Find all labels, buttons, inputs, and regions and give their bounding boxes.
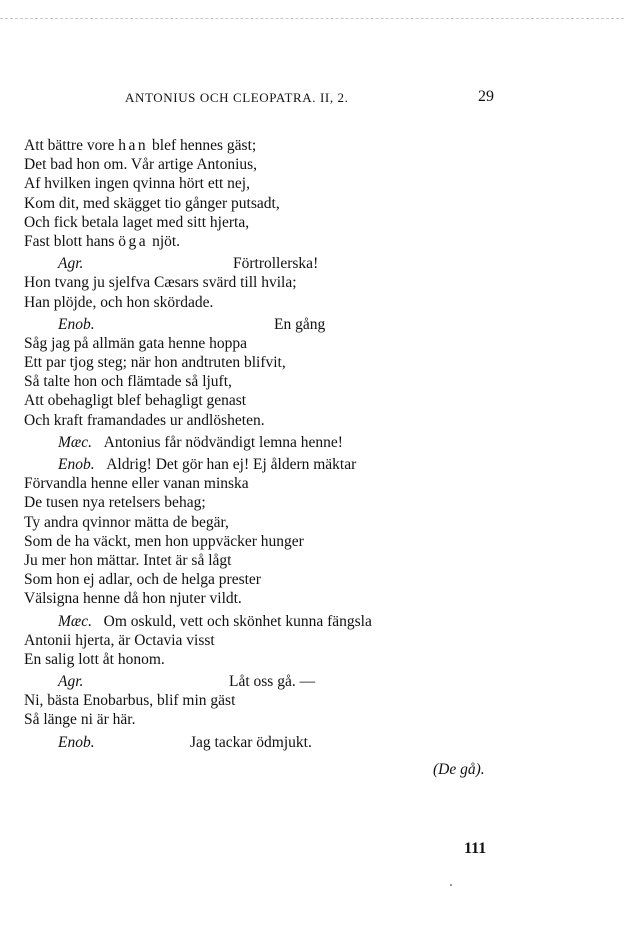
speech-line <box>24 455 544 474</box>
print-speck <box>450 884 452 886</box>
verse-line <box>24 232 544 251</box>
speech-line <box>24 672 544 691</box>
speaker-name: Mæc. <box>58 433 93 451</box>
speech-text <box>58 612 372 631</box>
verse-line: Det bad hon om. Vår artige Antonius, <box>24 156 258 174</box>
verse-text: Låt oss gå. — <box>229 673 316 691</box>
verse-line: Och kraft framandades ur andlösheten. <box>24 411 265 429</box>
verse-text: Att bättre vore <box>24 137 119 154</box>
speaker-name: Enob. <box>58 456 95 473</box>
verse-line: Såg jag på allmän gata henne hoppa <box>24 334 247 352</box>
speech-text <box>58 455 356 474</box>
page-header <box>0 90 624 110</box>
verse-line: Ett par tjog steg; när hon andtruten blifvit, <box>24 354 286 372</box>
emphasized-word: öga <box>118 232 149 250</box>
verse-line: Välsigna henne då hon njuter vildt. <box>24 590 242 608</box>
verse-text: Fast blott hans <box>24 232 119 250</box>
verse-line: Kom dit, med skägget tio gånger putsadt, <box>24 194 280 212</box>
stage-direction: (De gå). <box>433 761 485 778</box>
verse-text: Förtrollerska! <box>233 255 319 273</box>
verse-line: Han plöjde, och hon skördade. <box>24 293 214 311</box>
verse-line <box>24 136 544 155</box>
speaker-name: Mæc. <box>58 612 93 630</box>
verse-line: De tusen nya retelsers behag; <box>24 494 206 512</box>
speech-line <box>24 433 544 452</box>
verse-line: Af hvilken ingen qvinna hört ett nej, <box>24 175 250 193</box>
speech-line <box>24 315 544 334</box>
verse-line: Antonii hjerta, är Octavia visst <box>24 631 215 649</box>
verse-line: Och fick betala laget med sitt hjerta, <box>24 213 250 231</box>
verse-line: Som de ha väckt, men hon uppväcker hunger <box>24 532 304 550</box>
verse-text: En gång <box>274 315 326 333</box>
verse-line: Som hon ej adlar, och de helga prester <box>24 571 261 589</box>
verse-line: Så länge ni är här. <box>24 711 136 729</box>
verse-line: Hon tvang ju sjelfva Cæsars svärd till hvila; <box>24 274 297 292</box>
speech-line <box>24 612 544 631</box>
emphasized-word: han <box>118 137 149 154</box>
verse-text: Aldrig! Det gör han ej! Ej åldern mäktar <box>106 456 357 473</box>
speaker-name: Enob. <box>58 733 95 751</box>
play-text <box>24 136 544 752</box>
verse-line: Ju mer hon mättar. Intet är så lågt <box>24 551 232 569</box>
speaker-name: Enob. <box>58 315 95 333</box>
verse-text: njöt. <box>148 232 181 250</box>
verse-line: En salig lott åt honom. <box>24 650 165 668</box>
verse-line: Ty andra qvinnor mätta de begär, <box>24 513 229 531</box>
speech-line <box>24 733 544 752</box>
scan-edge-line <box>0 18 624 19</box>
speaker-name: Agr. <box>58 255 84 273</box>
verse-line: Att obehagligt blef behagligt genast <box>24 392 247 410</box>
running-title: ANTONIUS OCH CLEOPATRA. II, 2. <box>125 90 349 105</box>
verse-text: Jag tackar ödmjukt. <box>190 733 312 751</box>
verse-text: Om oskuld, vett och skönhet kunna fängsla <box>103 612 372 630</box>
signature-number: 111 <box>464 840 487 857</box>
speech-line <box>24 254 544 273</box>
verse-text: blef hennes gäst; <box>148 137 257 154</box>
verse-text: Antonius får nödvändigt lemna henne! <box>103 433 343 451</box>
speaker-name: Agr. <box>58 673 84 691</box>
verse-line: Ni, bästa Enobarbus, blif min gäst <box>24 692 236 710</box>
page-number: 29 <box>478 88 494 105</box>
speech-text <box>58 433 343 452</box>
verse-line: Förvandla henne eller vanan minska <box>24 475 249 493</box>
verse-line: Så talte hon och flämtade så ljuft, <box>24 373 232 391</box>
